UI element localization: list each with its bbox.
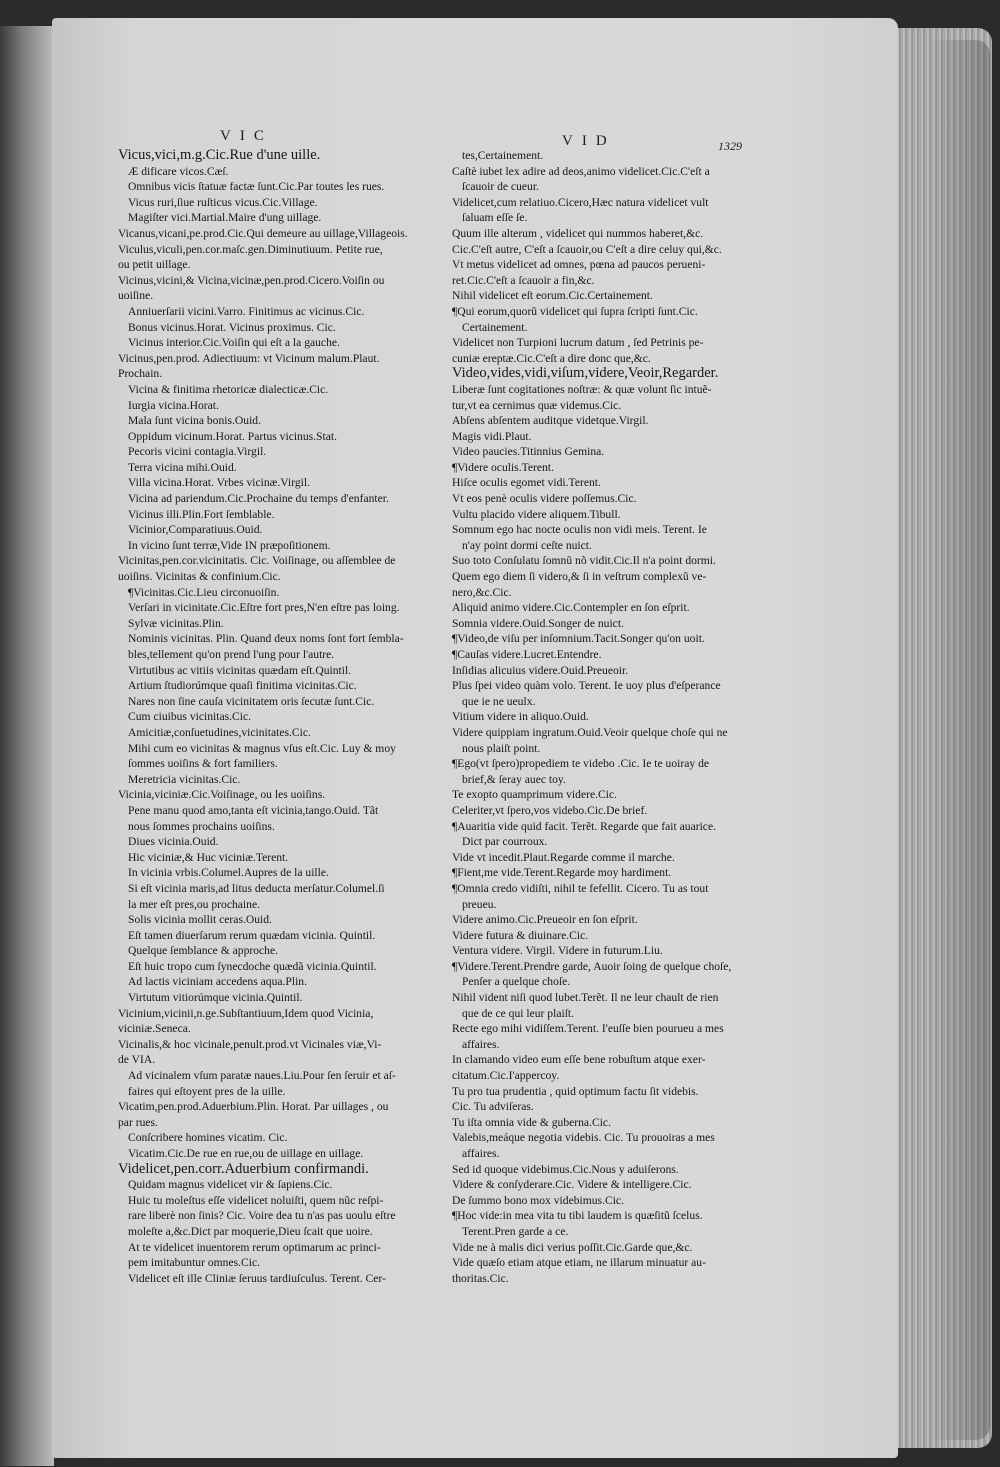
dictionary-line: Vicinus interior.Cic.Voiſin qui eſt a la gauche. bbox=[128, 336, 340, 350]
dictionary-line: Vicus,vici,m.g.Cic.Rue d'une uille. bbox=[118, 148, 321, 163]
dictionary-line: Vicinus illi.Plin.Fort ſemblable. bbox=[128, 507, 275, 521]
dictionary-line: Tu pro tua prudentia , quid optimum factu ſit videbis. bbox=[452, 1084, 699, 1098]
dictionary-line: Dict par courroux. bbox=[462, 835, 548, 849]
dictionary-line: Amicitiæ,conſuetudines,vicinitates.Cic. bbox=[128, 725, 311, 739]
dictionary-line: Abſens abſentem auditque videtque.Virgil. bbox=[452, 414, 649, 428]
dictionary-line: Anniuerſarii vicini.Varro. Finitimus ac vicinus.Cic. bbox=[128, 304, 365, 318]
dictionary-line: Te exopto quamprimum videre.Cic. bbox=[452, 788, 618, 802]
dictionary-line: Video,vides,vidi,viſum,videre,Veoir,Regarder. bbox=[452, 366, 719, 382]
dictionary-line: affaires. bbox=[462, 1147, 500, 1160]
dictionary-line: ¶Omnia credo vidiſti, nihil te fefellit. Cicero. Tu as tout bbox=[452, 881, 709, 895]
dictionary-line: Magiſter vici.Martial.Maire d'ung uillage. bbox=[128, 211, 322, 225]
dictionary-line: Ad vicinalem vſum paratæ naues.Liu.Pour ſen ſeruir et aſ- bbox=[128, 1069, 396, 1083]
dictionary-line: ¶Hoc vide:in mea vita tu tibi laudem is quæſitũ ſcelus. bbox=[452, 1209, 703, 1223]
dictionary-line: ſaluam eſſe ſe. bbox=[462, 211, 528, 225]
dictionary-line: In vicino ſunt terræ,Vide IN præpoſitionem. bbox=[128, 538, 331, 552]
dictionary-line: Vicatim.Cic.De rue en rue,ou de uillage en uillage. bbox=[128, 1147, 364, 1160]
dictionary-line: Vicinia,viciniæ.Cic.Voiſinage, ou les uoiſins. bbox=[118, 788, 326, 802]
dictionary-line: Videlicet,pen.corr.Aduerbium confirmandi. bbox=[118, 1161, 369, 1177]
running-head-left: VIC bbox=[220, 128, 273, 144]
dictionary-line: Videre quippiam ingratum.Ouid.Veoir quelque choſe qui ne bbox=[452, 725, 728, 739]
dictionary-line: Artium ſtudiorúmque quaſi finitima vicinitas.Cic. bbox=[128, 679, 357, 693]
dictionary-line: ou petit uillage. bbox=[118, 258, 191, 272]
dictionary-line: Omnibus vicis ſtatuæ factæ ſunt.Cic.Par toutes les rues. bbox=[128, 180, 385, 194]
dictionary-line: ¶Vicinitas.Cic.Lieu circonuoiſin. bbox=[128, 585, 280, 599]
dictionary-line: Celeriter,vt ſpero,vos videbo.Cic.De brief. bbox=[452, 803, 648, 817]
facing-page-edge bbox=[0, 26, 54, 1466]
dictionary-line: Prochain. bbox=[118, 367, 163, 381]
dictionary-line: Sed id quoque videbimus.Cic.Nous y aduiſerons. bbox=[452, 1162, 679, 1176]
running-head-right: VID bbox=[562, 133, 616, 149]
dictionary-line: Vicus ruri,ſiue ruſticus vicus.Cic.Village. bbox=[128, 195, 318, 209]
dictionary-line: Iurgia vicina.Horat. bbox=[128, 398, 219, 412]
dictionary-line: Aliquid animo videre.Cic.Contempler en ſon eſprit. bbox=[452, 601, 690, 615]
dictionary-line: Somnum ego hac nocte oculis non vidi meis. Terent. Ie bbox=[452, 523, 707, 537]
dictionary-line: Terra vicina mihi.Ouid. bbox=[128, 460, 237, 474]
dictionary-line: Mala ſunt vicina bonis.Ouid. bbox=[128, 414, 261, 428]
dictionary-line: Vicina & finitima rhetoricæ dialecticæ.Cic. bbox=[128, 382, 329, 396]
dictionary-line: ¶Cauſas videre.Lucret.Entendre. bbox=[452, 648, 602, 661]
dictionary-line: Cum ciuibus vicinitas.Cic. bbox=[128, 710, 252, 724]
dictionary-line: nero,&c.Cic. bbox=[452, 585, 512, 599]
dictionary-line: In clamando video eum eſſe bene robuſtum atque exer- bbox=[452, 1053, 706, 1067]
dictionary-line: Vide quæſo etiam atque etiam, ne illarum minuatur au- bbox=[452, 1256, 706, 1270]
dictionary-line: Somnia videre.Ouid.Songer de nuict. bbox=[452, 616, 624, 630]
dictionary-line: Ventura videre. Virgil. Videre in futurum.Liu. bbox=[452, 944, 663, 958]
dictionary-line: Vt eos penè oculis videre poſſemus.Cic. bbox=[452, 492, 637, 506]
dictionary-line: Certainement. bbox=[462, 320, 528, 334]
dictionary-line: Videre animo.Cic.Preueoir en ſon eſprit. bbox=[452, 913, 638, 927]
dictionary-line: faires qui eſtoyent pres de la uille. bbox=[128, 1084, 286, 1098]
dictionary-line: Eſt tamen diuerſarum rerum quædam vicinia. Quintil. bbox=[128, 928, 376, 942]
dictionary-line: tur,vt ea cernimus quæ videmus.Cic. bbox=[452, 398, 622, 412]
dictionary-line: ſommes uoiſins & fort familiers. bbox=[128, 757, 278, 771]
dictionary-line: nous ſommes prochains uoiſins. bbox=[128, 819, 275, 833]
dictionary-line: citatum.Cic.I'appercoy. bbox=[452, 1069, 560, 1083]
right-column bbox=[452, 148, 756, 1286]
page-number: 1329 bbox=[718, 139, 742, 153]
dictionary-line: moleſte a,&c.Dict par moquerie,Dieu ſcait que uoire. bbox=[128, 1224, 373, 1238]
dictionary-line: Meretricia vicinitas.Cic. bbox=[128, 772, 241, 786]
dictionary-line: Plus ſpei video quàm volo. Terent. Ie uoy plus d'eſperance bbox=[452, 679, 721, 693]
dictionary-line: Suo toto Conſulatu ſomnũ nõ vidit.Cic.Il n'a point dormi. bbox=[452, 554, 716, 568]
dictionary-line: Oppidum vicinum.Horat. Partus vicinus.Stat. bbox=[128, 429, 337, 443]
dictionary-line: Vt metus videlicet ad omnes, pœna ad paucos perueni- bbox=[452, 258, 706, 272]
dictionary-line: Huic tu moleſtus eſſe videlicet noluiſti, quem nũc reſpi- bbox=[128, 1193, 384, 1207]
dictionary-line: Hiſce oculis egomet vidi.Terent. bbox=[452, 476, 601, 490]
dictionary-line: brief,& ſeray auec toy. bbox=[462, 772, 566, 786]
dictionary-line: Quum ille alterum , videlicet qui nummos haberet,&c. bbox=[452, 226, 704, 240]
dictionary-line: Cic.C'eſt autre, C'eſt a ſcauoir,ou C'eſt a dire celuy qui,&c. bbox=[452, 242, 722, 256]
dictionary-line: Vultu placido videre aliquem.Tibull. bbox=[452, 507, 621, 521]
dictionary-line: Quem ego diem ſi videro,& ſi in veſtrum complexũ ve- bbox=[452, 570, 707, 584]
dictionary-line: ¶Ego(vt ſpero)propediem te videbo .Cic. Ie te uoiray de bbox=[452, 757, 710, 771]
dictionary-line: Diues vicinia.Ouid. bbox=[128, 835, 219, 849]
dictionary-line: Nihil vident niſi quod lubet.Terẽt. Il ne leur chault de rien bbox=[452, 991, 719, 1005]
dictionary-line: Mihi cum eo vicinitas & magnus vſus eſt.Cic. Luy & moy bbox=[128, 741, 396, 755]
dictionary-line: Vicinus,vicini,& Vicina,vicinæ,pen.prod.Cicero.Voiſin ou bbox=[118, 273, 385, 287]
dictionary-line: Quelque ſemblance & approche. bbox=[128, 944, 279, 958]
dictionary-line: n'ay point dormi ceſte nuict. bbox=[462, 538, 592, 552]
dictionary-line: Pene manu quod amo,tanta eſt vicinia,tango.Ouid. Tãt bbox=[128, 803, 379, 817]
dictionary-line: Recte ego mihi vidiſſem.Terent. I'euſſe bien pourueu a mes bbox=[452, 1022, 724, 1036]
dictionary-line: Sylvæ vicinitas.Plin. bbox=[128, 616, 224, 630]
dictionary-line: Vicinus,pen.prod. Adiectiuum: vt Vicinum malum.Plaut. bbox=[118, 351, 380, 365]
dictionary-line: Penſer a quelque choſe. bbox=[462, 975, 571, 989]
dictionary-line: De ſummo bono mox videbimus.Cic. bbox=[452, 1193, 624, 1207]
dictionary-line: Bonus vicinus.Horat. Vicinus proximus. Cic. bbox=[128, 320, 336, 334]
dictionary-line: ¶Videre oculis.Terent. bbox=[452, 460, 554, 474]
dictionary-line: cuniæ ereptæ.Cic.C'eſt a dire donc que,&c. bbox=[452, 351, 651, 365]
dictionary-line: ret.Cic.C'eſt a ſcauoir a fin,&c. bbox=[452, 273, 595, 287]
dictionary-line: Video paucies.Titinnius Gemina. bbox=[452, 445, 605, 459]
dictionary-line: Videlicet eſt ille Cliniæ ſeruus tardiuſculus. Terent. Cer- bbox=[128, 1271, 386, 1285]
dictionary-line: Caſtè iubet lex adire ad deos,animo videlicet.Cic.C'eſt a bbox=[452, 164, 710, 178]
dictionary-line: Virtutibus ac vitiis vicinitas quædam eſt.Quintil. bbox=[128, 663, 352, 677]
dictionary-line: Solis vicinia mollit ceras.Ouid. bbox=[128, 913, 272, 927]
dictionary-line: Viculus,viculi,pen.cor.maſc.gen.Diminutiuum. Petite rue, bbox=[118, 242, 383, 256]
dictionary-line: ¶Fient,me vide.Terent.Regarde moy hardiment. bbox=[452, 866, 672, 880]
dictionary-line: Vicinium,vicinii,n.ge.Subſtantiuum,Idem quod Vicinia, bbox=[118, 1006, 374, 1020]
dictionary-line: nous plaiſt point. bbox=[462, 741, 541, 755]
dictionary-line: pem imitabuntur omnes.Cic. bbox=[128, 1256, 261, 1270]
dictionary-line: ¶Video,de viſu per inſomnium.Tacit.Songer qu'on uoit. bbox=[452, 632, 705, 646]
dictionary-line: Vicinior,Comparatiuus.Ouid. bbox=[128, 523, 263, 537]
dictionary-line: de VIA. bbox=[118, 1053, 156, 1067]
dictionary-line: Nominis vicinitas. Plin. Quand deux noms ſont fort ſembla- bbox=[128, 632, 404, 646]
dictionary-line: Hic viciniæ,& Huc viciniæ.Terent. bbox=[128, 850, 289, 864]
dictionary-line: Conſcribere homines vicatim. Cic. bbox=[128, 1131, 288, 1145]
dictionary-line: Inſidias alicuius videre.Ouid.Preueoir. bbox=[452, 663, 629, 677]
dictionary-line: uoiſins. Vicinitas & confinium.Cic. bbox=[118, 570, 281, 584]
dictionary-line: Æ dificare vicos.Cæſ. bbox=[128, 164, 229, 178]
dictionary-line: In vicinia vrbis.Columel.Aupres de la uille. bbox=[128, 866, 329, 880]
dictionary-line: Vitium videre in aliquo.Ouid. bbox=[452, 710, 589, 724]
fore-edge-shadow bbox=[930, 40, 990, 1440]
dictionary-line: Vicinitas,pen.cor.vicinitatis. Cic. Voiſinage, ou aſſemblee de bbox=[118, 554, 396, 568]
dictionary-line: ¶Auaritia vide quid facit. Terẽt. Regarde que fait auarice. bbox=[452, 819, 717, 833]
dictionary-line: preueu. bbox=[462, 897, 497, 911]
dictionary-line: la mer eſt pres,ou prochaine. bbox=[128, 897, 260, 911]
dictionary-line: Vicatim,pen.prod.Aduerbium.Plin. Horat. Par uillages , ou bbox=[118, 1100, 389, 1114]
dictionary-line: viciniæ.Seneca. bbox=[118, 1022, 191, 1036]
dictionary-line: Videre & conſyderare.Cic. Videre & intelligere.Cic. bbox=[452, 1178, 692, 1192]
dictionary-line: ¶Videre.Terent.Prendre garde, Auoir ſoing de quelque choſe, bbox=[452, 959, 732, 973]
dictionary-line: Tu iſta omnia vide & guberna.Cic. bbox=[452, 1115, 611, 1129]
left-column bbox=[118, 148, 432, 1286]
dictionary-line: Valebis,meáque negotia videbis. Cic. Tu prouoiras a mes bbox=[452, 1131, 715, 1145]
dictionary-line: Quidam magnus videlicet vir & ſapiens.Cic. bbox=[128, 1178, 333, 1192]
dictionary-line: par rues. bbox=[118, 1115, 158, 1129]
dictionary-line: Vide vt incedit.Plaut.Regarde comme il marche. bbox=[452, 850, 675, 864]
dictionary-line: ſcauoir de cueur. bbox=[462, 180, 539, 194]
dictionary-line: Terent.Pren garde a ce. bbox=[462, 1224, 569, 1238]
dictionary-line: Si eſt vicinia maris,ad litus deducta merſatur.Columel.ſi bbox=[128, 881, 385, 895]
dictionary-line: affaires. bbox=[462, 1037, 500, 1051]
dictionary-line: que ie ne ueulx. bbox=[462, 694, 536, 708]
dictionary-line: Liberæ ſunt cogitationes noſtræ: & quæ volunt ſic intuẽ- bbox=[452, 382, 712, 396]
dictionary-line: Videlicet non Turpioni lucrum datum , ſed Petrinis pe- bbox=[452, 336, 704, 350]
dictionary-line: Videlicet,cum relatiuo.Cicero,Hæc natura videlicet vult bbox=[452, 195, 709, 209]
dictionary-line: tes,Certainement. bbox=[462, 149, 544, 162]
dictionary-line: bles,tellement qu'on prend l'ung pour l'autre. bbox=[128, 648, 335, 661]
dictionary-line: Vide ne à malis dici verius poſſit.Cic.Garde que,&c. bbox=[452, 1240, 693, 1254]
dictionary-line: Pecoris vicini contagia.Virgil. bbox=[128, 445, 267, 459]
dictionary-line: Cic. Tu adviſeras. bbox=[452, 1100, 534, 1114]
dictionary-line: Verſari in vicinitate.Cic.Eſtre fort pres,N'en eſtre pas loing. bbox=[128, 601, 400, 615]
dictionary-line: rare liberè non ſinis? Cic. Voire dea tu n'as pas uoulu eſtre bbox=[128, 1209, 396, 1223]
dictionary-line: ¶Qui eorum,quorũ videlicet qui ſupra ſcripti ſunt.Cic. bbox=[452, 304, 698, 318]
dictionary-line: Ad lactis viciniam accedens aqua.Plin. bbox=[128, 975, 308, 989]
dictionary-line: thoritas.Cic. bbox=[452, 1271, 509, 1285]
dictionary-line: Nihil videlicet eſt eorum.Cic.Certainement. bbox=[452, 289, 653, 303]
dictionary-line: Virtutum vitiorúmque vicinia.Quintil. bbox=[128, 991, 303, 1005]
dictionary-line: Vicina ad pariendum.Cic.Prochaine du temps d'enfanter. bbox=[128, 492, 389, 506]
dictionary-line: Videre futura & diuinare.Cic. bbox=[452, 928, 589, 942]
dictionary-line: Villa vicina.Horat. Vrbes vicinæ.Virgil. bbox=[128, 476, 310, 490]
dictionary-line: uoiſine. bbox=[118, 289, 154, 303]
dictionary-line: Eſt huic tropo cum ſynecdoche quædã vicinia.Quintil. bbox=[128, 959, 377, 973]
dictionary-line: Vicinalis,& hoc vicinale,penult.prod.vt Vicinales viæ,Vi- bbox=[118, 1037, 382, 1051]
dictionary-line: que de ce qui leur plaiſt. bbox=[462, 1006, 575, 1020]
dictionary-line: At te videlicet inuentorem rerum optimarum ac princi- bbox=[128, 1240, 381, 1254]
dictionary-line: Nares non ſine cauſa vicinitatem oris ſecutæ ſunt.Cic. bbox=[128, 694, 375, 708]
dictionary-line: Magis vidi.Plaut. bbox=[452, 429, 532, 443]
dictionary-line: Vicanus,vicani,pe.prod.Cic.Qui demeure au uillage,Villageois. bbox=[118, 226, 408, 240]
